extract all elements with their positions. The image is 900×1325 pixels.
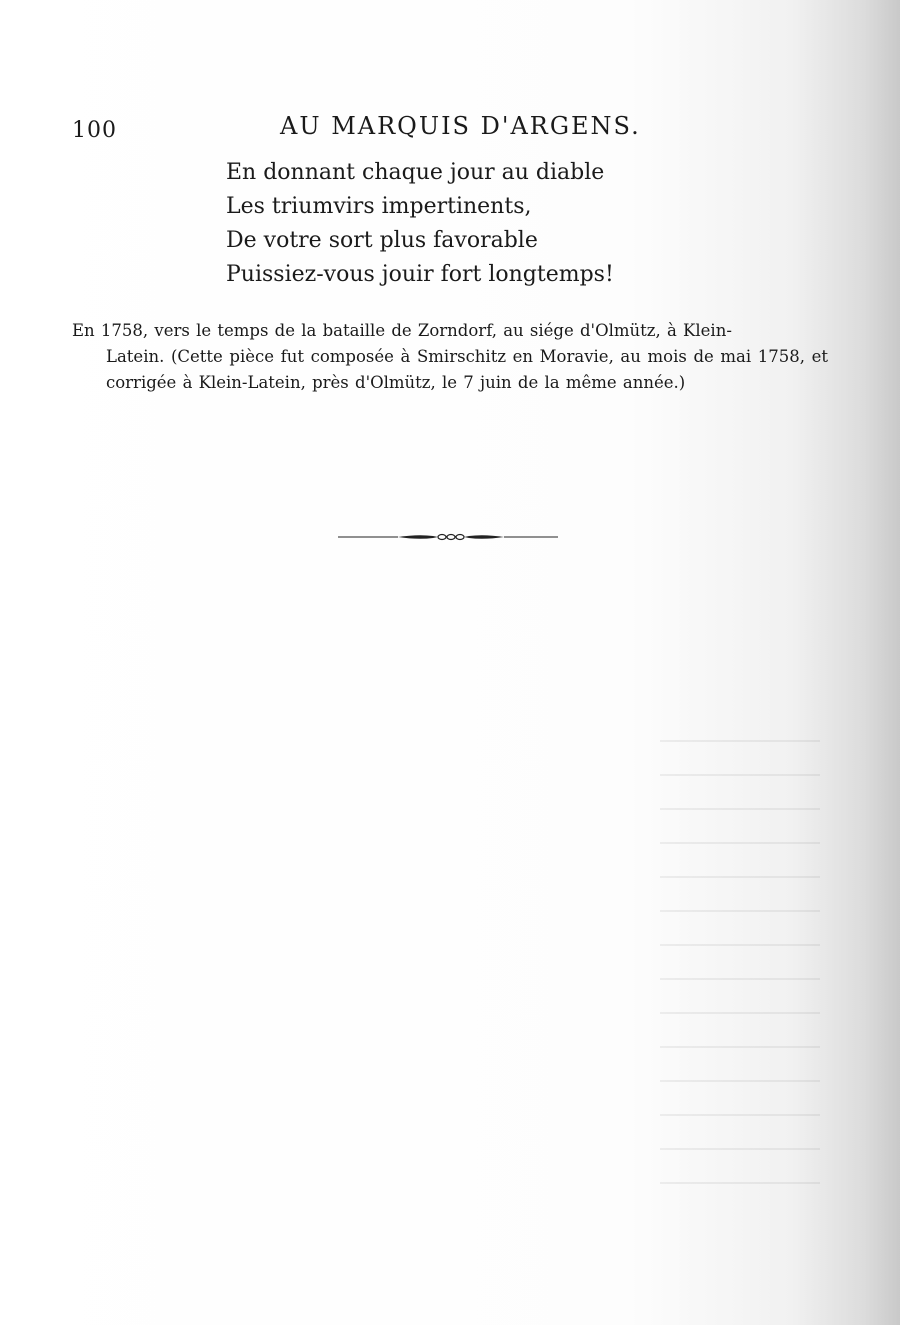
page-number: 100: [72, 118, 117, 143]
poem-stanza: [226, 156, 614, 292]
bleed-through-shadow: [660, 740, 820, 1200]
poem-line-4: Puissiez-vous jouir fort longtemps!: [226, 262, 614, 287]
dating-note: [72, 318, 828, 396]
ornament-divider-icon: [338, 527, 558, 547]
note-first-line: En 1758, vers le temps de la bataille de Zorndorf, au siége d'Olmütz, à Klein-: [72, 321, 732, 340]
poem-line-1: En donnant chaque jour au diable: [226, 160, 605, 185]
poem-line-3: De votre sort plus favorable: [226, 228, 538, 253]
running-title: AU MARQUIS D'ARGENS.: [280, 112, 641, 140]
note-continuation: Latein. (Cette pièce fut composée à Smirschitz en Moravie, au mois de mai 1758, et corrigée à Klein-Latein, près d'Olmütz, le 7 juin de la même année.): [106, 347, 828, 392]
poem-line-2: Les triumvirs impertinents,: [226, 194, 532, 219]
